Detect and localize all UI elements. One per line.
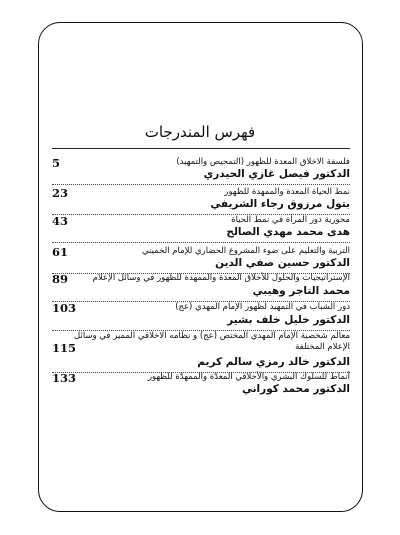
entry-author: الدكتور خالد رمزي سالم كريم [197,356,350,368]
title-underline [52,148,350,149]
entry-author: الدكتور فيصل غازي الحيدري [203,168,350,180]
entry-page-number: 23 [52,186,69,200]
entry-page-number: 43 [52,214,69,228]
entry-author: الدكتور حسين صفي الدين [215,257,350,269]
entry-author: هدى محمد مهدي الصالح [226,226,350,238]
entry-author: الدكتور خليل خلف بشير [227,314,350,326]
entry-page-number: 115 [52,341,77,355]
entry-topic: محورية دور المرأة في نمط الحياة [231,215,350,225]
entry-divider [52,242,350,243]
entry-author: الدكتور محمد كوراني [241,383,350,395]
entry-page-number: 133 [52,371,77,385]
entry-topic: دور الشباب في التمهيد لظهور الإمام المهدي (عج) [175,302,350,312]
entry-page-number: 103 [52,301,77,315]
entry-author: محمد التاجر وهيبي [252,285,350,297]
entry-page-number: 61 [52,245,69,259]
entry-topic: أنماط للسلوك البشري والأخلاقي المعدّة والممهدّة للظهور [147,372,350,382]
entry-topic: نمط الحياة المعدة والممهدة للظهور [224,187,350,197]
entry-divider [52,184,350,185]
entry-author: بتول مرزوق رجاء الشريفي [210,198,350,210]
entry-topic: التربية والتعليم على ضوء المشروع الحضاري للإمام الخميني [141,246,350,256]
entry-topic: فلسفة الاخلاق المعدة للظهور (التمحيص والتمهيد) [176,157,350,167]
entry-page-number: 5 [52,156,61,170]
entry-page-number: 89 [52,272,69,286]
entry-topic: معالم شخصية الإمام المهدي المختص (عج) و نظامه الاخلاقي المميز في وسائل الإعلام المختلفة [74,331,350,352]
toc-title: فهرس المندرجات [144,123,256,141]
entry-topic: الإستراتيجيات والحلول للأخلاق المعدة والممهدة للظهور في وسائل الإعلام [92,273,350,283]
